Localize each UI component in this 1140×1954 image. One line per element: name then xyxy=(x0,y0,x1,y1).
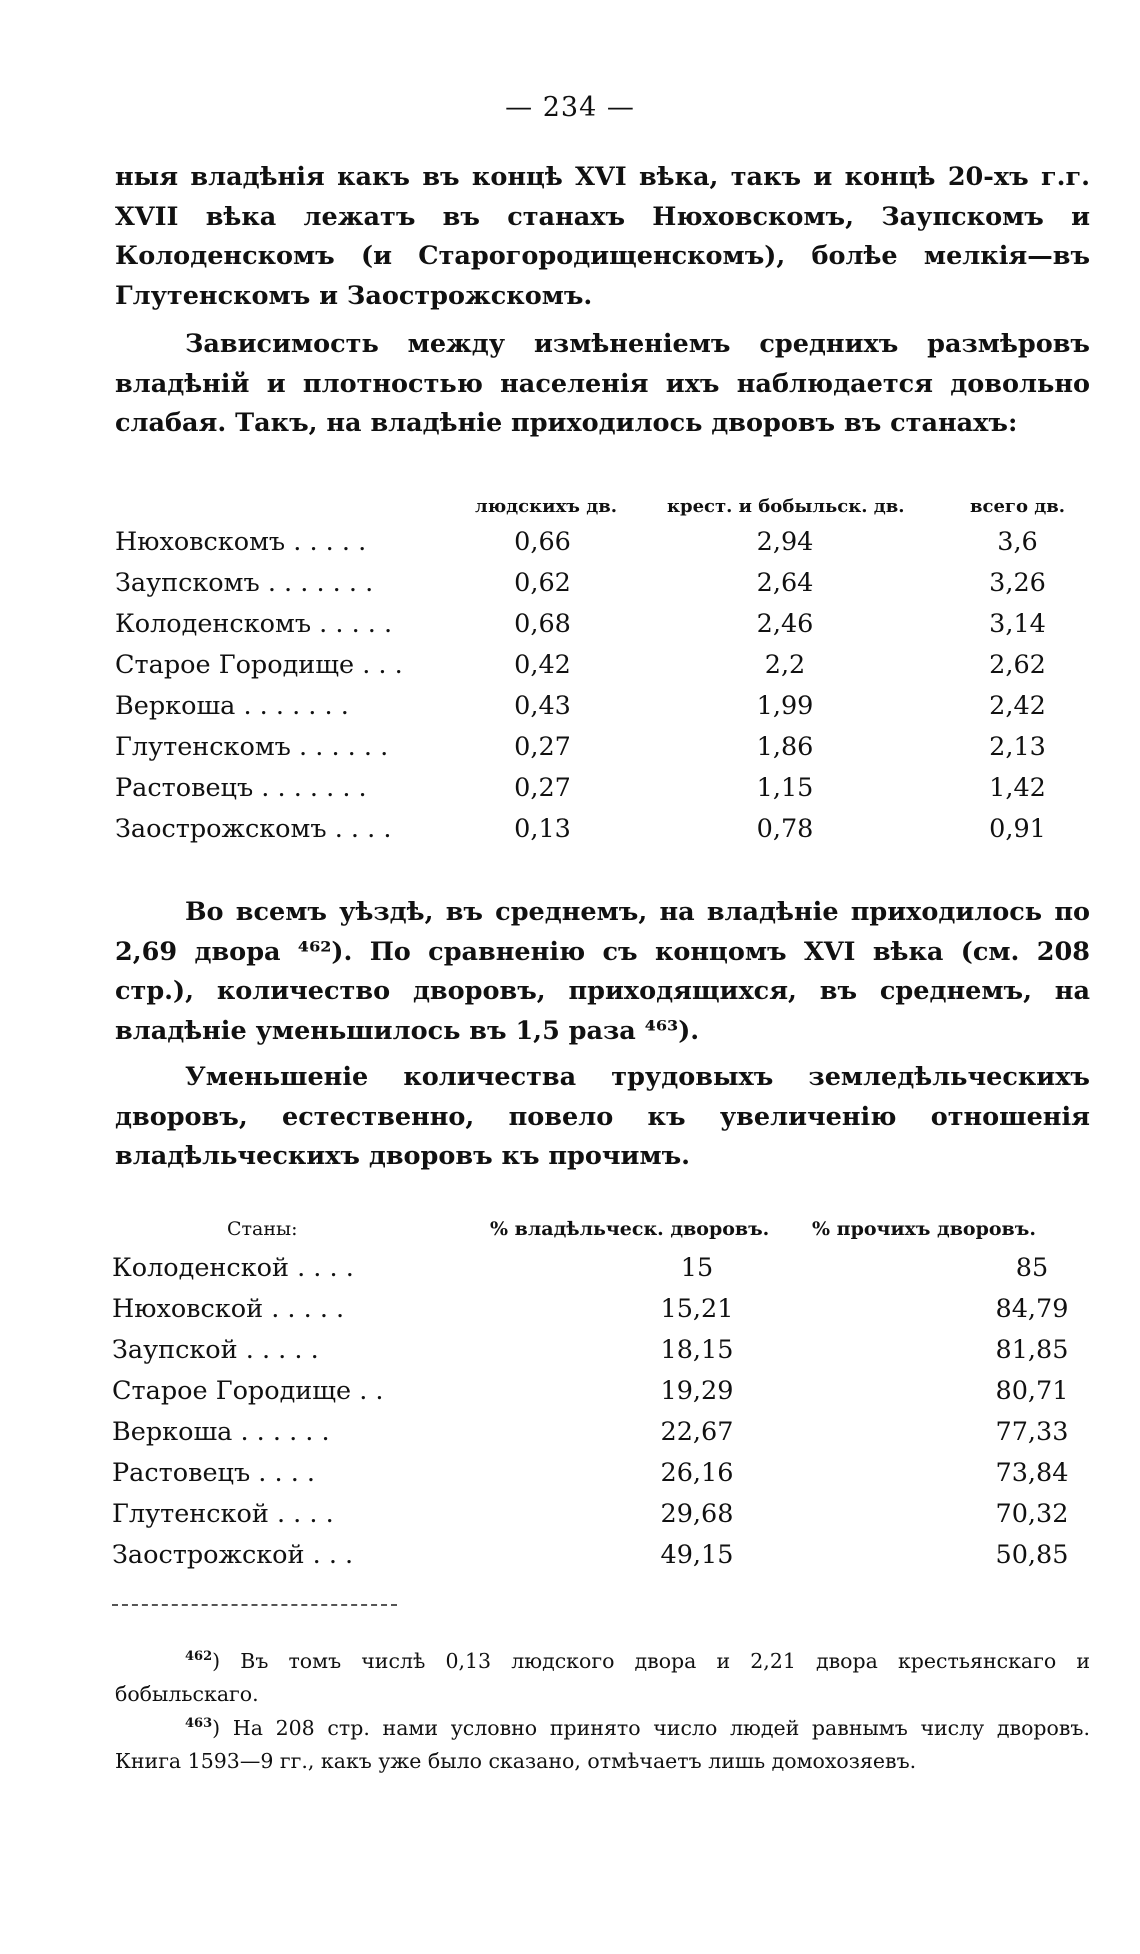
stan-name: Старое Городище . . xyxy=(112,1376,384,1406)
table-row xyxy=(115,727,1090,768)
peasant-dvory-value: 2,94 xyxy=(756,527,814,557)
table2-header-row xyxy=(112,1210,1090,1248)
stan-name: Колоденской . . . . xyxy=(112,1253,354,1283)
table-row xyxy=(115,645,1090,686)
table-row xyxy=(112,1453,1090,1494)
owner-percent-value: 19,29 xyxy=(660,1376,734,1406)
footnote-separator xyxy=(112,1604,397,1606)
owner-dvory-percent-table xyxy=(112,1210,1090,1576)
other-percent-value: 80,71 xyxy=(995,1376,1069,1406)
stan-name: Растовецъ . . . . . . . xyxy=(115,773,367,803)
total-dvory-value: 2,42 xyxy=(989,691,1046,721)
total-dvory-value: 1,42 xyxy=(989,773,1046,803)
total-dvory-value: 3,6 xyxy=(997,527,1038,557)
peasant-dvory-value: 2,2 xyxy=(764,650,806,680)
stan-name: Растовецъ . . . . xyxy=(112,1458,316,1488)
other-percent-value: 77,33 xyxy=(995,1417,1069,1447)
footnote-mark: 463 xyxy=(185,1716,213,1731)
footnote-463 xyxy=(115,1707,1090,1778)
other-percent-value: 85 xyxy=(1015,1253,1049,1283)
page-number: — 234 — xyxy=(505,92,635,123)
other-percent-value: 84,79 xyxy=(995,1294,1069,1324)
table-row xyxy=(112,1494,1090,1535)
total-dvory-value: 2,13 xyxy=(989,732,1046,762)
table2-header-other-percent: % прочихъ дворовъ. xyxy=(812,1218,1036,1240)
total-dvory-value: 3,26 xyxy=(989,568,1046,598)
table-row xyxy=(115,686,1090,727)
peasant-dvory-value: 0,78 xyxy=(756,814,814,844)
total-dvory-value: 3,14 xyxy=(989,609,1046,639)
paragraph-4: Уменьшеніе количества трудовыхъ земледѣльческихъ дворовъ, естественно, повело къ увеличенію отношенія владѣльческихъ дворовъ къ прочимъ. xyxy=(115,1062,1090,1171)
table-row xyxy=(112,1330,1090,1371)
footnote-mark: 462 xyxy=(185,1649,213,1664)
table-row xyxy=(115,604,1090,645)
people-dvory-value: 0,68 xyxy=(514,609,571,639)
stan-name: Веркоша . . . . . . . xyxy=(115,691,349,721)
owner-percent-value: 26,16 xyxy=(660,1458,734,1488)
table2-header-owner-percent: % владѣльческ. дворовъ. xyxy=(490,1218,770,1240)
people-dvory-value: 0,13 xyxy=(514,814,571,844)
peasant-dvory-value: 1,86 xyxy=(756,732,814,762)
owner-percent-value: 29,68 xyxy=(660,1499,734,1529)
peasant-dvory-value: 2,64 xyxy=(756,568,814,598)
table-row xyxy=(115,809,1090,850)
table-row xyxy=(112,1412,1090,1453)
table1-header-people: людскихъ дв. xyxy=(475,496,618,517)
owner-percent-value: 15 xyxy=(680,1253,714,1283)
total-dvory-value: 0,91 xyxy=(989,814,1046,844)
stan-name: Глутенскомъ . . . . . . xyxy=(115,732,389,762)
other-percent-value: 73,84 xyxy=(995,1458,1069,1488)
people-dvory-value: 0,66 xyxy=(514,527,571,557)
footnote-text: ) На 208 стр. нами условно принято число людей равнымъ числу дворовъ. Книга 1593—9 гг., какъ уже было сказано, отмѣчаетъ лишь домохозяевъ. xyxy=(115,1715,1090,1773)
stan-name: Веркоша . . . . . . xyxy=(112,1417,330,1447)
people-dvory-value: 0,27 xyxy=(514,732,571,762)
peasant-dvory-value: 1,15 xyxy=(756,773,814,803)
table-row xyxy=(115,522,1090,563)
owner-percent-value: 49,15 xyxy=(660,1540,734,1570)
owner-percent-value: 22,67 xyxy=(660,1417,734,1447)
other-percent-value: 50,85 xyxy=(995,1540,1069,1570)
peasant-dvory-value: 2,46 xyxy=(756,609,814,639)
dvory-per-holding-table xyxy=(115,490,1090,850)
table-row xyxy=(115,768,1090,809)
paragraph-1: ныя владѣнія какъ въ концѣ XVI вѣка, такъ и концѣ 20-хъ г.г. XVII вѣка лежатъ въ станахъ Нюховскомъ, Заупскомъ и Колоденскомъ (и Старогородищенскомъ), болѣе мелкія—въ Глутенскомъ и Заострожскомъ. xyxy=(115,162,1090,311)
table-row xyxy=(112,1248,1090,1289)
stan-name: Колоденскомъ . . . . . xyxy=(115,609,393,639)
table-row xyxy=(112,1289,1090,1330)
other-percent-value: 70,32 xyxy=(995,1499,1069,1529)
people-dvory-value: 0,62 xyxy=(514,568,571,598)
table-row xyxy=(112,1371,1090,1412)
paragraph-3: Во всемъ уѣздѣ, въ среднемъ, на владѣніе приходилось по 2,69 двора ⁴⁶²). По сравненію съ концомъ XVI вѣка (см. 208 стр.), количество дворовъ, приходящихся, въ среднемъ, на владѣніе уменьшилось въ 1,5 раза ⁴⁶³). xyxy=(115,897,1090,1046)
owner-percent-value: 15,21 xyxy=(660,1294,734,1324)
people-dvory-value: 0,43 xyxy=(514,691,571,721)
total-dvory-value: 2,62 xyxy=(989,650,1046,680)
stan-name: Старое Городище . . . xyxy=(115,650,403,680)
other-percent-value: 81,85 xyxy=(995,1335,1069,1365)
stan-name: Нюховскомъ . . . . . xyxy=(115,527,367,557)
stan-name: Заострожскомъ . . . . xyxy=(115,814,392,844)
table-row xyxy=(112,1535,1090,1576)
stan-name: Заупской . . . . . xyxy=(112,1335,319,1365)
people-dvory-value: 0,27 xyxy=(514,773,571,803)
stan-name: Заупскомъ . . . . . . . xyxy=(115,568,374,598)
footnote-text: ) Въ томъ числѣ 0,13 людского двора и 2,21 двора крестьянскаго и бобыльскаго. xyxy=(115,1648,1090,1706)
table2-header-stany: Станы: xyxy=(227,1218,298,1240)
table1-header-row xyxy=(115,490,1090,522)
footnote-462 xyxy=(115,1640,1090,1711)
peasant-dvory-value: 1,99 xyxy=(756,691,814,721)
paragraph-2: Зависимость между измѣненіемъ среднихъ размѣровъ владѣній и плотностью населенія ихъ наблюдается довольно слабая. Такъ, на владѣніе приходилось дворовъ въ станахъ: xyxy=(115,329,1090,438)
owner-percent-value: 18,15 xyxy=(660,1335,734,1365)
table1-header-total: всего дв. xyxy=(970,496,1065,517)
stan-name: Заострожской . . . xyxy=(112,1540,354,1570)
table-row xyxy=(115,563,1090,604)
stan-name: Нюховской . . . . . xyxy=(112,1294,345,1324)
table1-header-peasant: крест. и бобыльск. дв. xyxy=(667,496,905,517)
people-dvory-value: 0,42 xyxy=(514,650,571,680)
stan-name: Глутенской . . . . xyxy=(112,1499,334,1529)
